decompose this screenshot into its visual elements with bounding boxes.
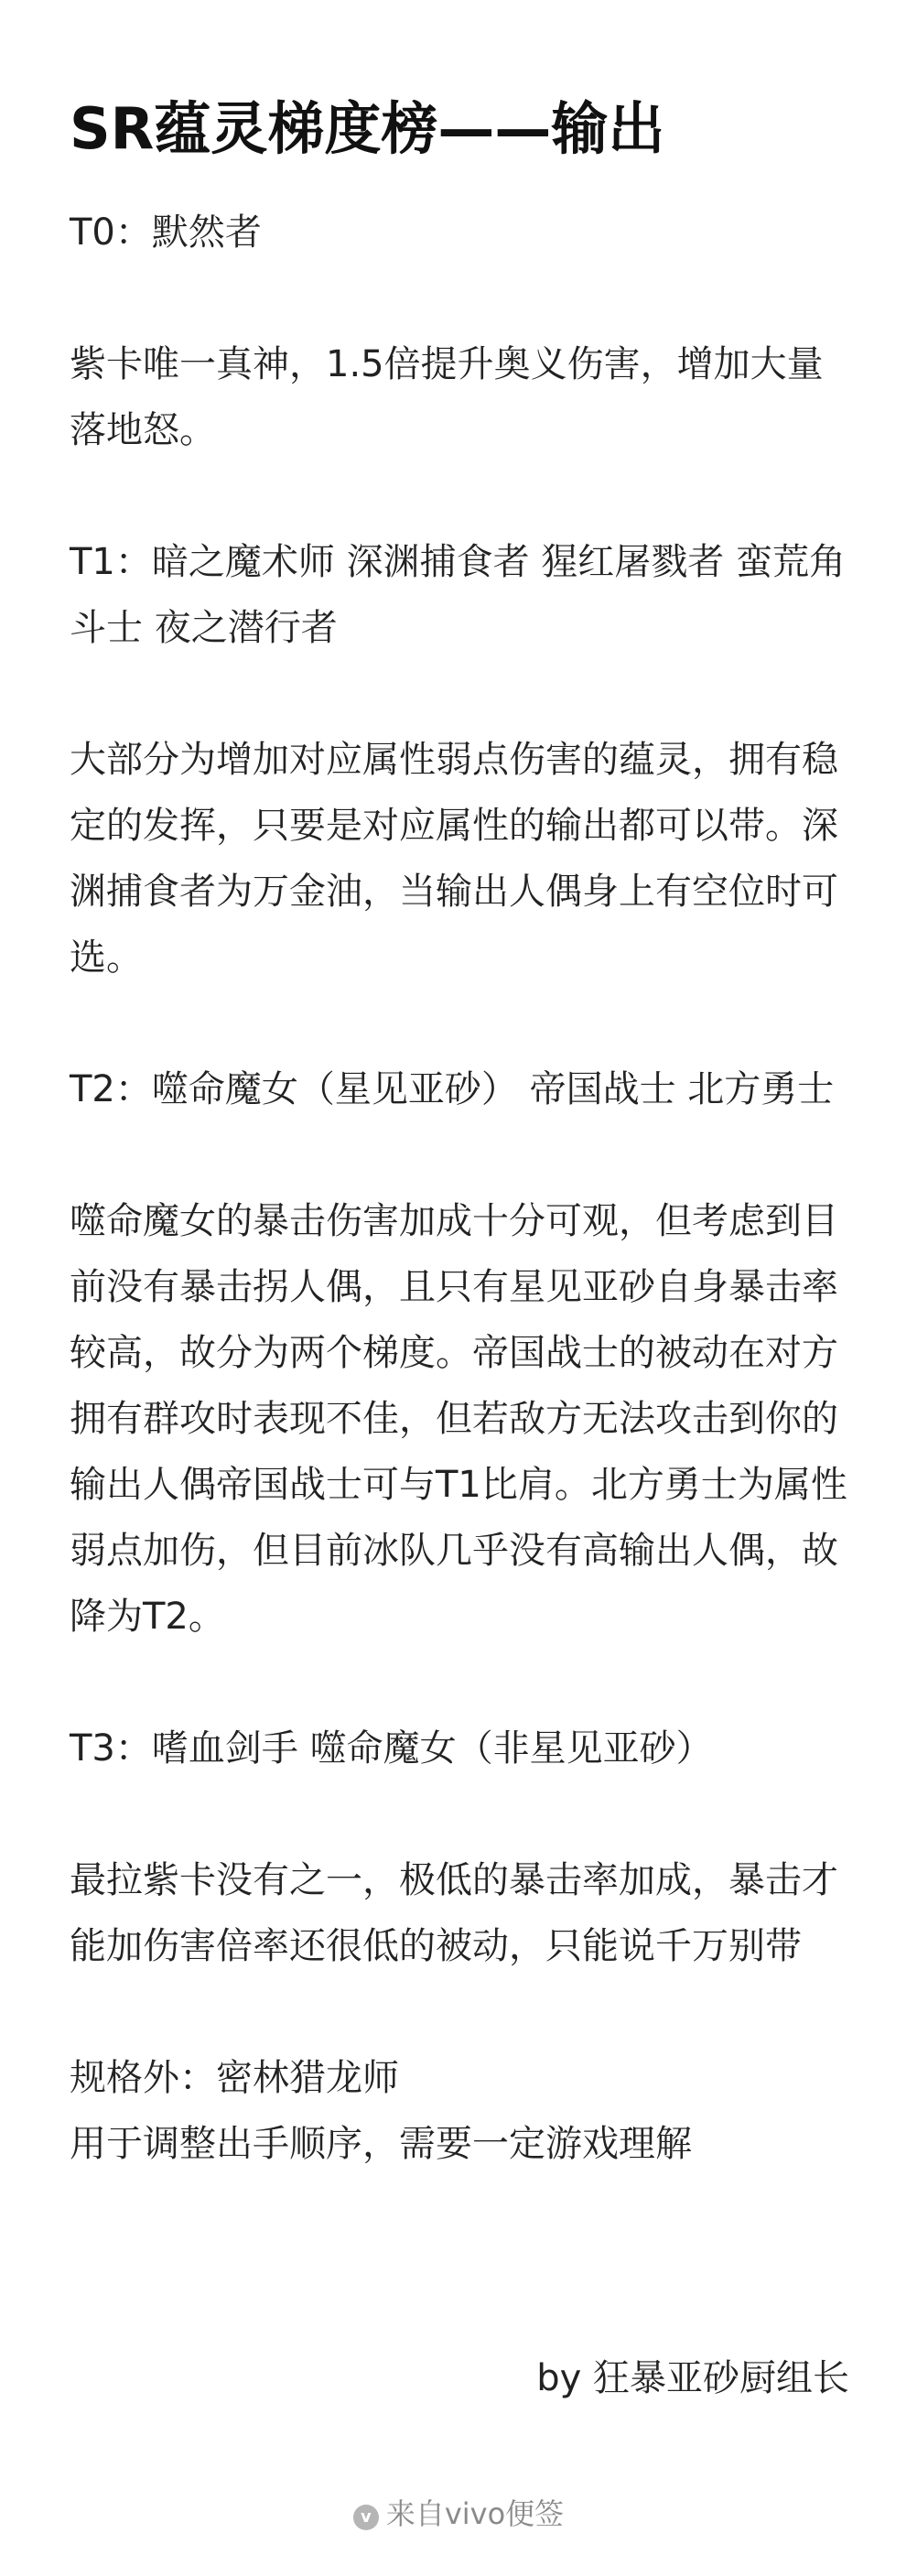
vivo-logo-icon: v — [353, 2505, 379, 2530]
spacer — [70, 1781, 849, 1847]
spacer — [70, 168, 849, 200]
author-signature: by 狂暴亚砂厨组长 — [536, 2357, 849, 2399]
spacer — [70, 990, 849, 1056]
tier-t0-heading: T0：默然者 — [70, 211, 262, 254]
spacer — [70, 661, 849, 727]
page-title: SR蕴灵梯度榜——输出 — [70, 95, 665, 162]
spacer — [70, 265, 849, 331]
spacer — [70, 1979, 849, 2045]
tier-t2-heading: T2：噬命魔女（星见亚砂） 帝国战士 北方勇士 — [70, 1068, 835, 1110]
tier-t1-heading: T1：暗之魔术师 深渊捕食者 猩红屠戮者 蛮荒角斗士 夜之潜行者 — [70, 541, 847, 649]
tier-t3-heading: T3：嗜血剑手 噬命魔女（非星见亚砂） — [70, 1727, 713, 1770]
tier-t3-description: 最拉紫卡没有之一，极低的暴击率加成，暴击才能加伤害倍率还很低的被动，只能说千万别带 — [70, 1859, 838, 1967]
tier-t0-description: 紫卡唯一真神，1.5倍提升奥义伤害，增加大量落地怒。 — [70, 343, 824, 451]
extra-description: 用于调整出手顺序，需要一定游戏理解 — [70, 2123, 692, 2165]
spacer — [70, 463, 849, 529]
footer-source-text: 来自vivo便签 — [385, 2496, 565, 2531]
app-footer — [0, 2492, 917, 2536]
extra-heading: 规格外：密林猎龙师 — [70, 2057, 399, 2099]
spacer — [70, 1122, 849, 1188]
tier-t1-description: 大部分为增加对应属性弱点伤害的蕴灵，拥有稳定的发挥，只要是对应属性的输出都可以带。深渊捕食者为万金油，当输出人偶身上有空位时可选。 — [70, 739, 838, 979]
note-content — [70, 0, 849, 2177]
spacer — [70, 1650, 849, 1716]
tier-t2-description: 噬命魔女的暴击伤害加成十分可观，但考虑到目前没有暴击拐人偶，且只有星见亚砂自身暴击率较高，故分为两个梯度。帝国战士的被动在对方拥有群攻时表现不佳，但若敌方无法攻击到你的输出人偶帝国战士可与T1比肩。北方勇士为属性弱点加伤，但目前冰队几乎没有高输出人偶，故降为T2。 — [70, 1200, 847, 1638]
